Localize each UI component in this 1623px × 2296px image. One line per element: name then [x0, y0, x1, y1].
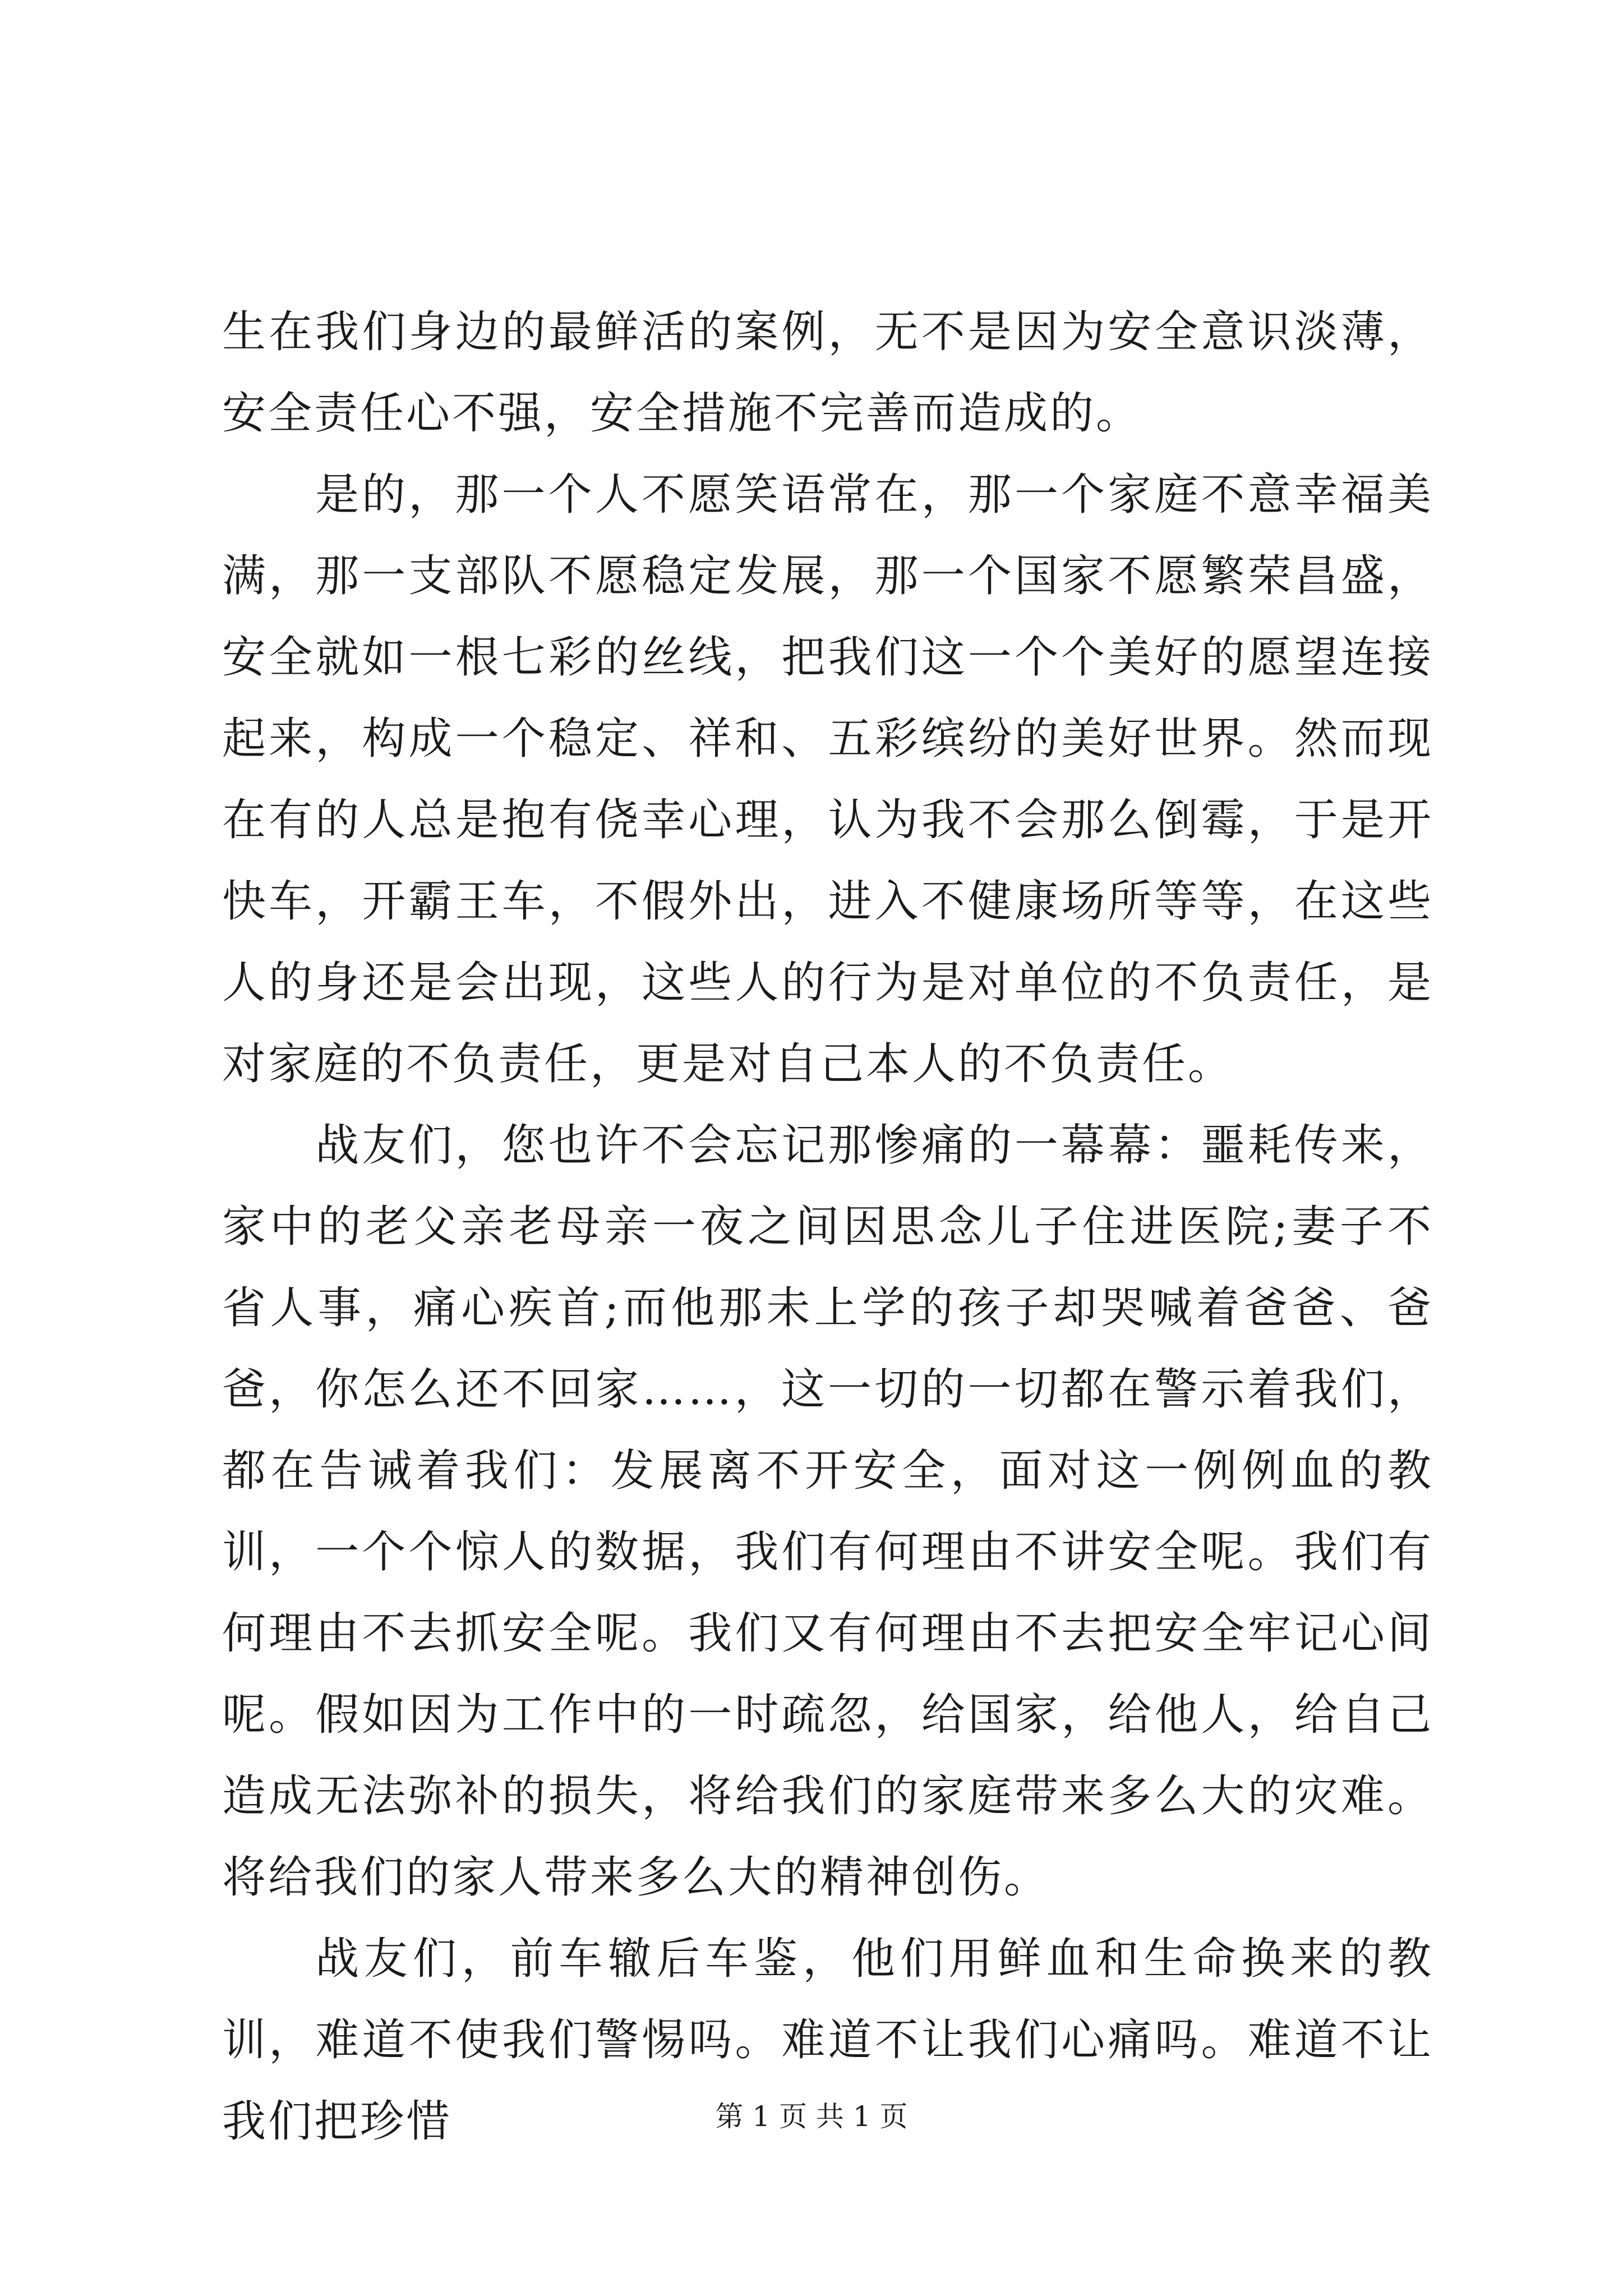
paragraph-2: 是的，那一个人不愿笑语常在，那一个家庭不意幸福美满，那一支部队不愿稳定发展，那一个国家不愿繁荣昌盛，安全就如一根七彩的丝线，把我们这一个个美好的愿望连接起来，构成一个稳定、祥和、五彩缤纷的美好世界。然而现在有的人总是抱有侥幸心理，认为我不会那么倒霉，于是开快车，开霸王车，不假外出，进入不健康场所等等，在这些人的身还是会出现，这些人的行为是对单位的不负责任，是对家庭的不负责任，更是对自己本人的不负责任。 — [222, 470, 1433, 1089]
document-body — [222, 292, 1433, 2162]
paragraph-3: 战友们，您也许不会忘记那惨痛的一幕幕：噩耗传来，家中的老父亲老母亲一夜之间因思念儿子住进医院;妻子不省人事，痛心疾首;而他那未上学的孩子却哭喊着爸爸、爸爸，你怎么还不回家……，这一切的一切都在警示着我们，都在告诫着我们：发展离不开安全，面对这一例例血的教训，一个个惊人的数据，我们有何理由不讲安全呢。我们有何理由不去抓安全呢。我们又有何理由不去把安全牢记心间呢。假如因为工作中的一时疏忽，给国家，给他人，给自己造成无法弥补的损失，将给我们的家庭带来多么大的灾难。将给我们的家人带来多么大的精神创伤。 — [222, 1120, 1433, 1903]
page-footer: 第 1 页 共 1 页 — [715, 2100, 908, 2133]
paragraph-1: 生在我们身边的最鲜活的案例，无不是因为安全意识淡薄，安全责任心不强，安全措施不完善而造成的。 — [222, 307, 1433, 439]
paragraph-4: 战友们，前车辙后车鉴，他们用鲜血和生命换来的教训，难道不使我们警惕吗。难道不让我们心痛吗。难道不让我们把珍惜 — [222, 1934, 1433, 2147]
